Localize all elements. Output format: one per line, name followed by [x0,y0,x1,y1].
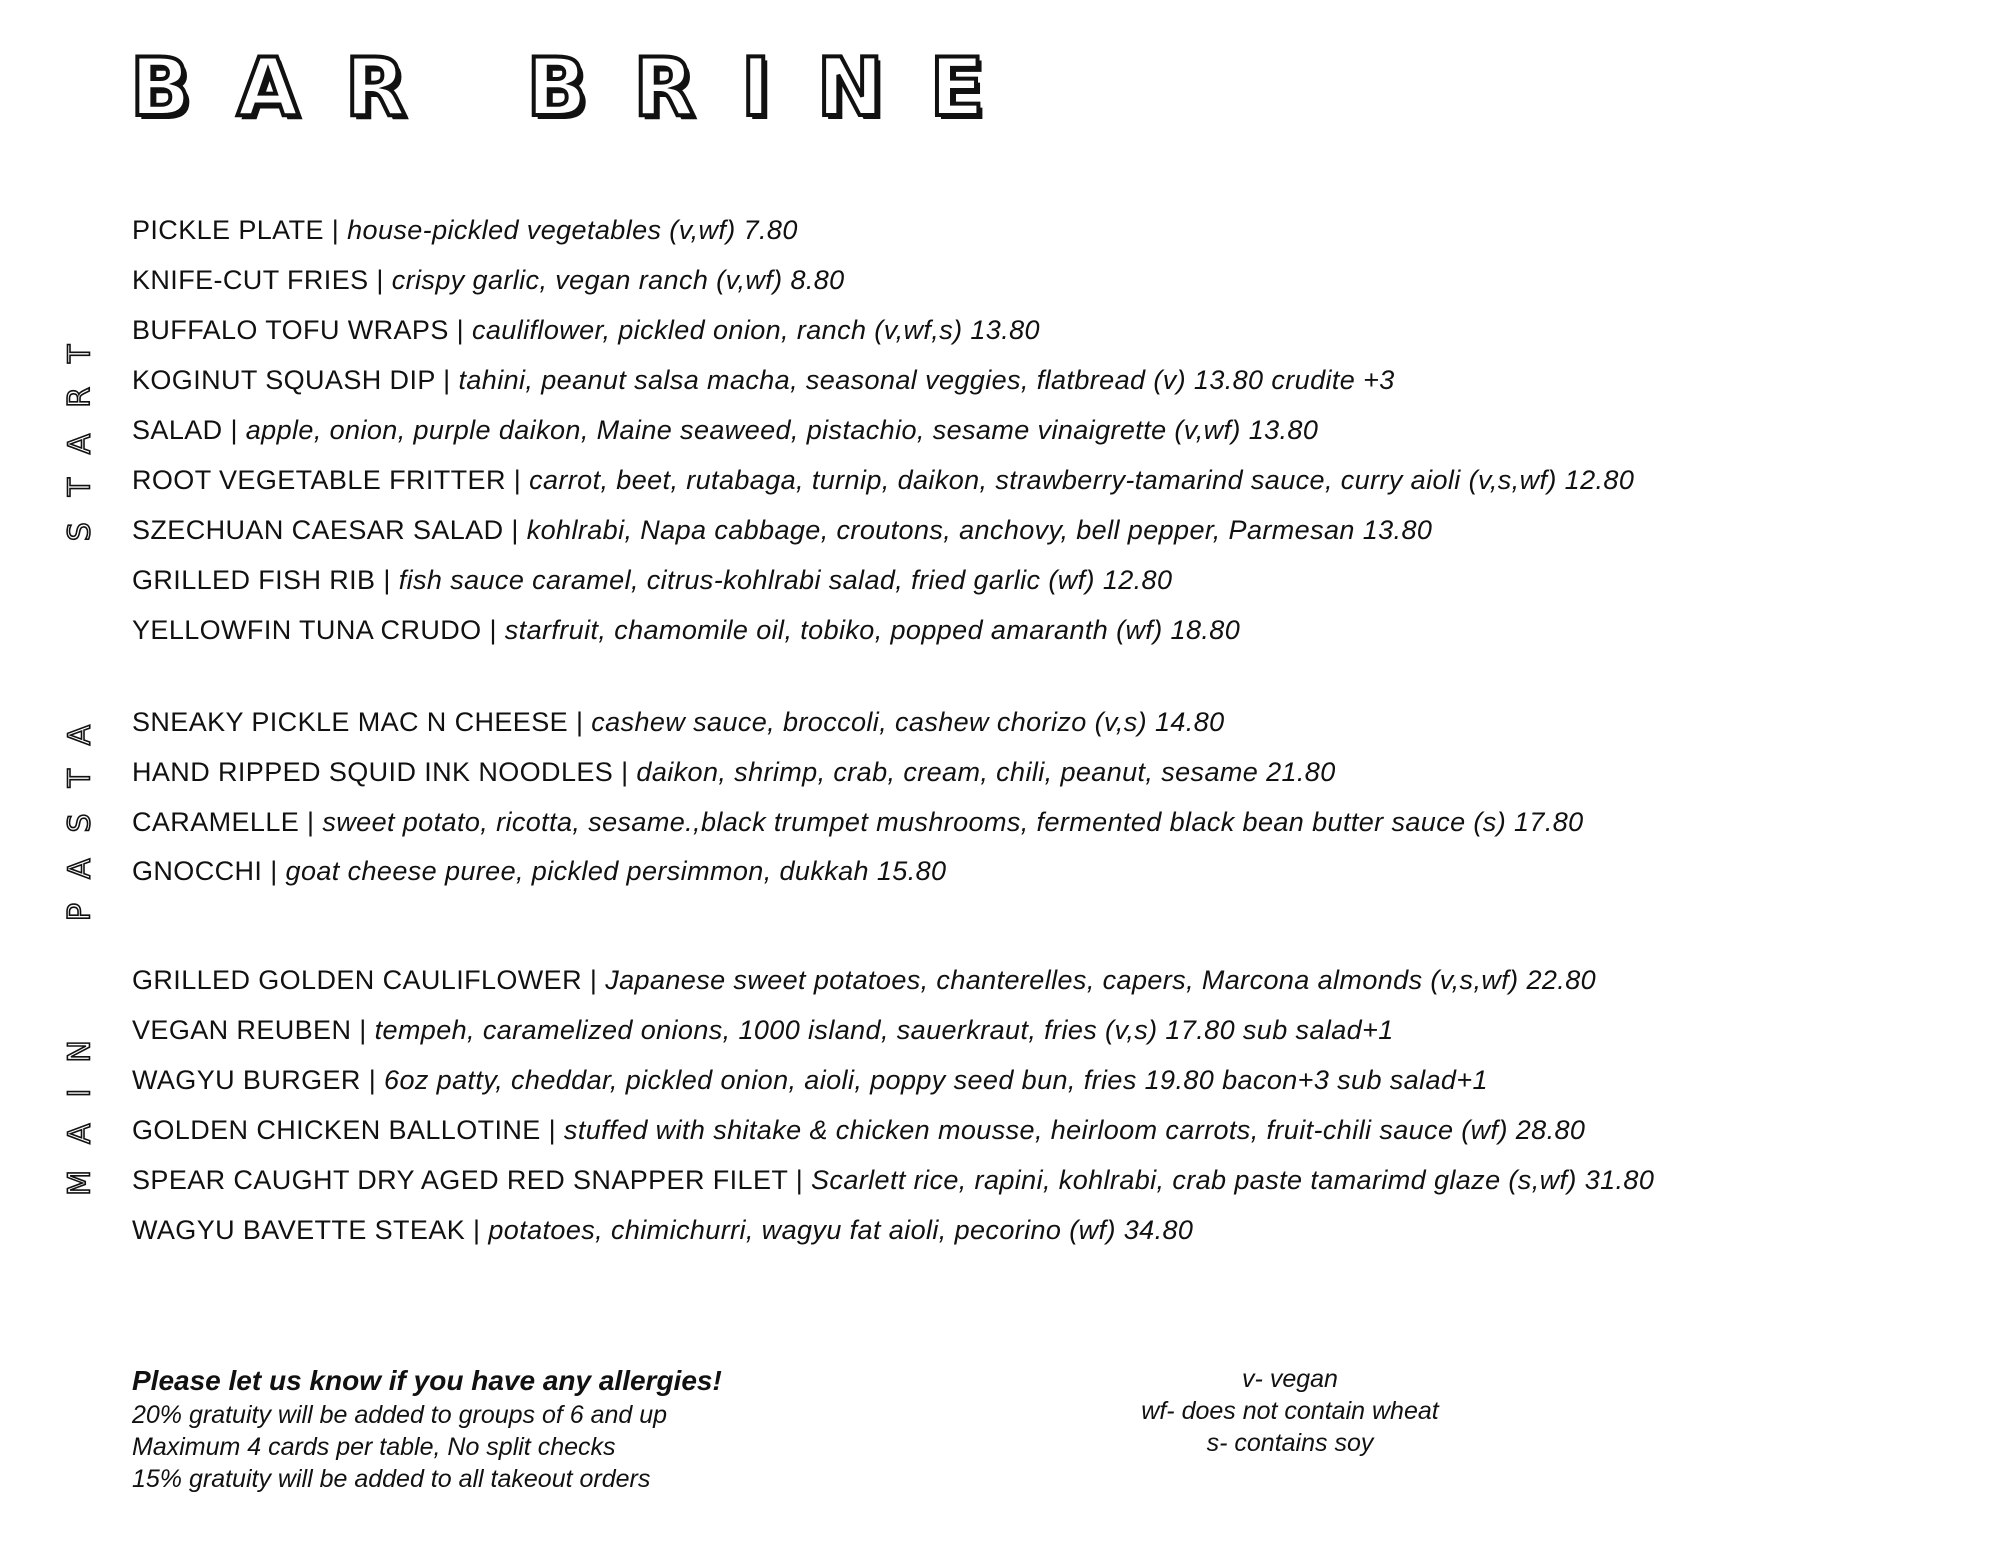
item-name: GOLDEN CHICKEN BALLOTINE [132,1115,541,1145]
item-separator: | [323,215,348,245]
legend-wheat-free: wf- does not contain wheat [1141,1397,1439,1425]
item-name: PICKLE PLATE [132,215,324,245]
item-description: cauliflower, pickled onion, ranch (v,wf,s) 13.80 [471,315,1040,345]
item-separator: | [375,565,399,595]
item-description: goat cheese puree, pickled persimmon, dukkah 15.80 [285,856,947,886]
allergy-note: Please let us know if you have any allergies! [132,1365,722,1396]
item-description: daikon, shrimp, crab, cream, chili, peanut, sesame 21.80 [636,757,1336,787]
item-description: 6oz patty, cheddar, pickled onion, aioli, poppy seed bun, fries 19.80 bacon+3 sub salad+1 [384,1065,1488,1095]
legend-vegan: v- vegan [1242,1365,1338,1393]
item-separator: | [787,1165,812,1195]
item-description: potatoes, chimichurri, wagyu fat aioli, pecorino (wf) 34.80 [488,1215,1194,1245]
item-name: BUFFALO TOFU WRAPS [132,315,449,345]
item-separator: | [505,465,530,495]
menu-item [132,1163,1654,1197]
item-name: SZECHUAN CAESAR SALAD [132,515,504,545]
item-separator: | [262,856,286,886]
menu-item [132,755,1336,789]
item-separator: | [503,515,527,545]
restaurant-title: BAR BRINE [130,41,1031,134]
menu-item [132,263,845,297]
item-name: HAND RIPPED SQUID INK NOODLES [132,757,614,787]
item-name: WAGYU BURGER [132,1065,361,1095]
item-separator: | [465,1215,489,1245]
item-name: YELLOWFIN TUNA CRUDO [132,615,482,645]
takeout-gratuity-note: 15% gratuity will be added to all takeout orders [132,1465,651,1493]
item-description: stuffed with shitake & chicken mousse, heirloom carrots, fruit-chili sauce (wf) 28.80 [563,1115,1586,1145]
item-description: fish sauce caramel, citrus-kohlrabi salad, fried garlic (wf) 12.80 [398,565,1173,595]
item-description: house-pickled vegetables (v,wf) 7.80 [347,215,798,245]
menu-item [132,854,946,888]
item-name: SALAD [132,415,223,445]
item-separator: | [360,1065,385,1095]
item-description: tahini, peanut salsa macha, seasonal veggies, flatbread (v) 13.80 crudite +3 [458,365,1395,395]
item-description: carrot, beet, rutabaga, turnip, daikon, strawberry-tamarind sauce, curry aioli (v,s,wf) 12.80 [529,465,1635,495]
section-label-pasta-text: PASTA [62,698,98,922]
footer-notes [132,1363,722,1495]
item-name: ROOT VEGETABLE FRITTER [132,465,506,495]
menu-item [132,1213,1193,1247]
menu-item [132,963,1596,997]
item-separator: | [222,415,246,445]
item-name: GRILLED FISH RIB [132,565,376,595]
menu-item [132,463,1634,497]
menu-item [132,705,1225,739]
menu-item [132,1063,1488,1097]
item-name: KNIFE-CUT FRIES [132,265,369,295]
menu-item [132,513,1432,547]
item-description: sweet potato, ricotta, sesame.,black trumpet mushrooms, fermented black bean butter sauce (s) 17.80 [322,807,1584,837]
item-description: Japanese sweet potatoes, chanterelles, capers, Marcona almonds (v,s,wf) 22.80 [605,965,1597,995]
card-policy-note: Maximum 4 cards per table, No split checks [132,1433,616,1461]
item-name: GRILLED GOLDEN CAULIFLOWER [132,965,582,995]
item-separator: | [299,807,323,837]
item-description: crispy garlic, vegan ranch (v,wf) 8.80 [391,265,845,295]
menu-item [132,1013,1394,1047]
item-description: Scarlett rice, rapini, kohlrabi, crab paste tamarimd glaze (s,wf) 31.80 [811,1165,1655,1195]
item-description: tempeh, caramelized onions, 1000 island, sauerkraut, fries (v,s) 17.80 sub salad+1 [374,1015,1394,1045]
item-separator: | [368,265,392,295]
item-name: WAGYU BAVETTE STEAK [132,1215,466,1245]
item-name: SPEAR CAUGHT DRY AGED RED SNAPPER FILET [132,1165,788,1195]
menu-item [132,613,1240,647]
item-separator: | [481,615,505,645]
item-separator: | [435,365,459,395]
item-separator: | [540,1115,564,1145]
item-name: CARAMELLE [132,807,300,837]
item-separator: | [568,707,592,737]
item-name: GNOCCHI [132,856,263,886]
menu-item [132,413,1318,447]
item-description: cashew sauce, broccoli, cashew chorizo (v,s) 14.80 [591,707,1225,737]
item-name: SNEAKY PICKLE MAC N CHEESE [132,707,569,737]
item-description: starfruit, chamomile oil, tobiko, popped amaranth (wf) 18.80 [504,615,1241,645]
menu-item [132,313,1040,347]
item-name: VEGAN REUBEN [132,1015,352,1045]
item-separator: | [582,965,606,995]
menu-item [132,563,1172,597]
menu-item [132,363,1395,397]
item-description: kohlrabi, Napa cabbage, croutons, anchovy, bell pepper, Parmesan 13.80 [526,515,1433,545]
item-description: apple, onion, purple daikon, Maine seaweed, pistachio, sesame vinaigrette (v,wf) 13.80 [245,415,1319,445]
item-separator: | [351,1015,375,1045]
gratuity-note: 20% gratuity will be added to groups of 6 and up [132,1401,668,1429]
legend-soy: s- contains soy [1206,1429,1374,1457]
section-label-start-text: START [62,318,98,542]
item-separator: | [613,757,637,787]
menu-item [132,1113,1585,1147]
menu-item [132,805,1584,839]
section-label-main-text: MAIN [62,1014,98,1196]
item-name: KOGINUT SQUASH DIP [132,365,436,395]
item-separator: | [448,315,472,345]
menu-item [132,213,798,247]
